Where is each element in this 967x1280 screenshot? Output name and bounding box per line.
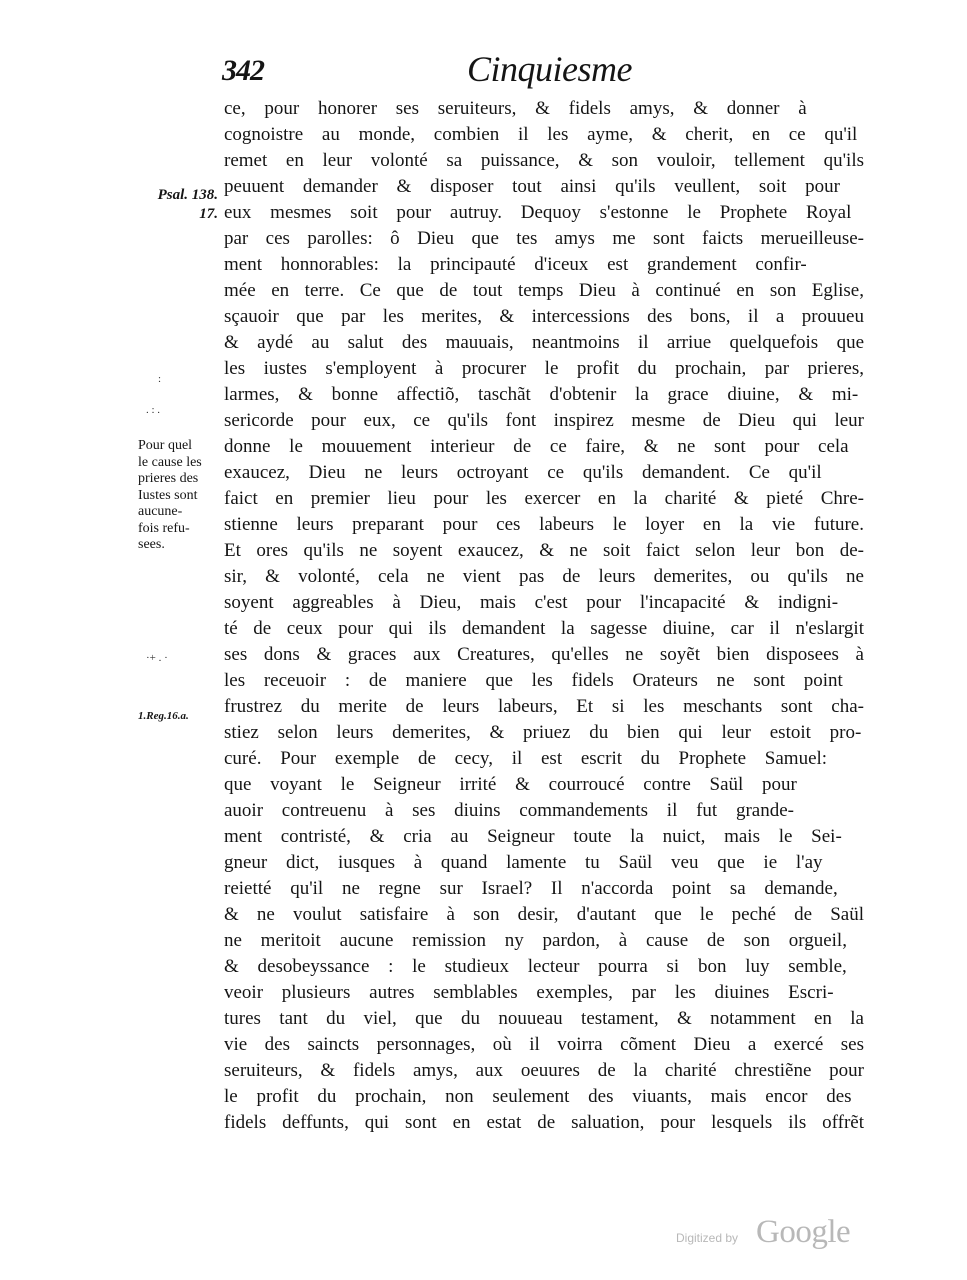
- margin-note: [138, 438, 220, 554]
- text-line: les receuoir : de maniere que les fidels Orateurs ne sont point: [224, 670, 843, 691]
- text-line: peuuent demander & disposer tout ainsi qu'ils veullent, soit pour: [224, 176, 840, 197]
- text-line: larmes, & bonne affectiõ, taschãt d'obtenir la grace diuine, & mi-: [224, 384, 859, 405]
- text-line: que voyant le Seigneur irrité & courroucé contre Saül pour: [224, 774, 797, 795]
- text-line: tures tant du viel, que du nouueau testament, & notamment en la: [224, 1008, 864, 1029]
- text-line: soyent aggreables à Dieu, mais c'est pour l'incapacité & indigni-: [224, 592, 839, 613]
- text-line: sir, & volonté, cela ne vient pas de leurs demerites, ou qu'ils ne: [224, 566, 864, 587]
- margin-note-line: Iustes sont: [138, 487, 198, 503]
- text-line: ment contristé, & cria au Seigneur toute la nuict, mais le Sei-: [224, 826, 842, 847]
- text-line: auoir contreuenu à ses diuins commandements il fut grande-: [224, 800, 794, 821]
- text-line: frustrez du merite de leurs labeurs, Et si les meschants sont cha-: [224, 696, 864, 717]
- text-line: & desobeyssance : le studieux lecteur pourra si bon luy semble,: [224, 956, 847, 977]
- text-line: gneur dict, iusques à quand lamente tu Saül veu que ie l'ay: [224, 852, 823, 873]
- margin-speck: :: [158, 373, 162, 385]
- page-number: 342: [222, 54, 264, 87]
- margin-reference-psalm: [140, 186, 218, 224]
- text-line: vie des saincts personnages, où il voirra cõment Dieu a exercé ses: [224, 1034, 864, 1055]
- text-line: ment honnorables: la principauté d'iceux est grandement confir-: [224, 254, 807, 275]
- margin-note-line: prieres des: [138, 471, 199, 486]
- text-line: reietté qu'il ne regne sur Israel? Il n'accorda point sa demande,: [224, 878, 838, 899]
- margin-speck: ·+ . ·: [146, 652, 168, 664]
- text-line: & aydé au salut des mauuais, neantmoins il arriue quelquefois que: [224, 332, 864, 353]
- margin-note-line: Pour quel: [138, 438, 193, 453]
- text-line: & ne voulut satisfaire à son desir, d'autant que le peché de Saül: [224, 904, 864, 925]
- margin-note-line: sees.: [138, 537, 165, 552]
- text-line: sçauoir que par les merites, & intercessions des bons, il a prouueu: [224, 306, 864, 327]
- text-line: fidels deffunts, qui sont en estat de saluation, pour lesquels ils offrẽt: [224, 1112, 864, 1133]
- text-line: eux mesmes soit pour autruy. Dequoy s'estonne le Prophete Royal: [224, 202, 852, 223]
- margin-note-line: aucune-: [138, 504, 183, 519]
- text-line: donne le mouuement interieur de ce faire, & ne sont pour cela: [224, 436, 849, 457]
- text-line: Et ores qu'ils ne soyent exaucez, & ne soit faict selon leur bon de-: [224, 540, 864, 561]
- google-logo: Google: [756, 1214, 851, 1250]
- page-header: [222, 48, 867, 98]
- text-line: stiez selon leurs demerites, & priuez du bien qui leur estoit pro-: [224, 722, 862, 743]
- margin-speck: . : .: [146, 404, 161, 416]
- text-line: par ces parolles: ô Dieu que tes amys me sont faicts merueilleuse-: [224, 228, 864, 249]
- margin-reference-reg: 1.Reg.16.a.: [138, 710, 189, 722]
- text-line: veoir plusieurs autres semblables exemples, par les diuines Escri-: [224, 982, 834, 1003]
- text-line: ne meritoit aucune remission ny pardon, à cause de son orgueil,: [224, 930, 847, 951]
- text-line: ses dons & graces aux Creatures, qu'elles ne soyẽt bien disposees à: [224, 644, 864, 665]
- text-line: cognoistre au monde, combien il les ayme, & cherit, en ce qu'il: [224, 124, 858, 145]
- text-line: seruiteurs, & fidels amys, aux oeuures de la charité chrestiẽne pour: [224, 1060, 864, 1081]
- text-line: mée en terre. Ce que de tout temps Dieu à continué en son Eglise,: [224, 280, 864, 301]
- margin-reference-line: 17.: [199, 206, 218, 222]
- text-line: té de ceux pour qui ils demandent la sagesse diuine, car il n'eslargit: [224, 618, 864, 639]
- text-line: curé. Pour exemple de cecy, il est escrit du Prophete Samuel:: [224, 748, 828, 769]
- body-text: [224, 96, 864, 1136]
- margin-note-line: fois refu-: [138, 520, 190, 536]
- text-line: sericorde pour eux, ce qu'ils font inspirez mesme de Dieu qui leur: [224, 410, 864, 431]
- text-line: faict en premier lieu pour les exercer en la charité & pieté Chre-: [224, 488, 864, 509]
- text-line: le profit du prochain, non seulement des viuants, mais encor des: [224, 1086, 852, 1107]
- margin-reference-line: Psal. 138.: [157, 187, 218, 203]
- watermark-prefix: Digitized by: [676, 1231, 739, 1245]
- text-line: stienne leurs preparant pour ces labeurs le loyer en la vie future.: [224, 514, 864, 535]
- running-title: Cinquiesme: [467, 49, 632, 89]
- text-line: remet en leur volonté sa puissance, & son vouloir, tellement qu'ils: [224, 150, 864, 171]
- text-line: exaucez, Dieu ne leurs octroyant ce qu'ils demandent. Ce qu'il: [224, 462, 822, 483]
- text-line: ce, pour honorer ses seruiteurs, & fidels amys, & donner à: [224, 98, 807, 119]
- text-line: les iustes s'employent à procurer le profit du prochain, par prieres,: [224, 358, 864, 379]
- digitized-by-google-watermark: [676, 1214, 876, 1254]
- margin-note-line: le cause les: [138, 454, 202, 470]
